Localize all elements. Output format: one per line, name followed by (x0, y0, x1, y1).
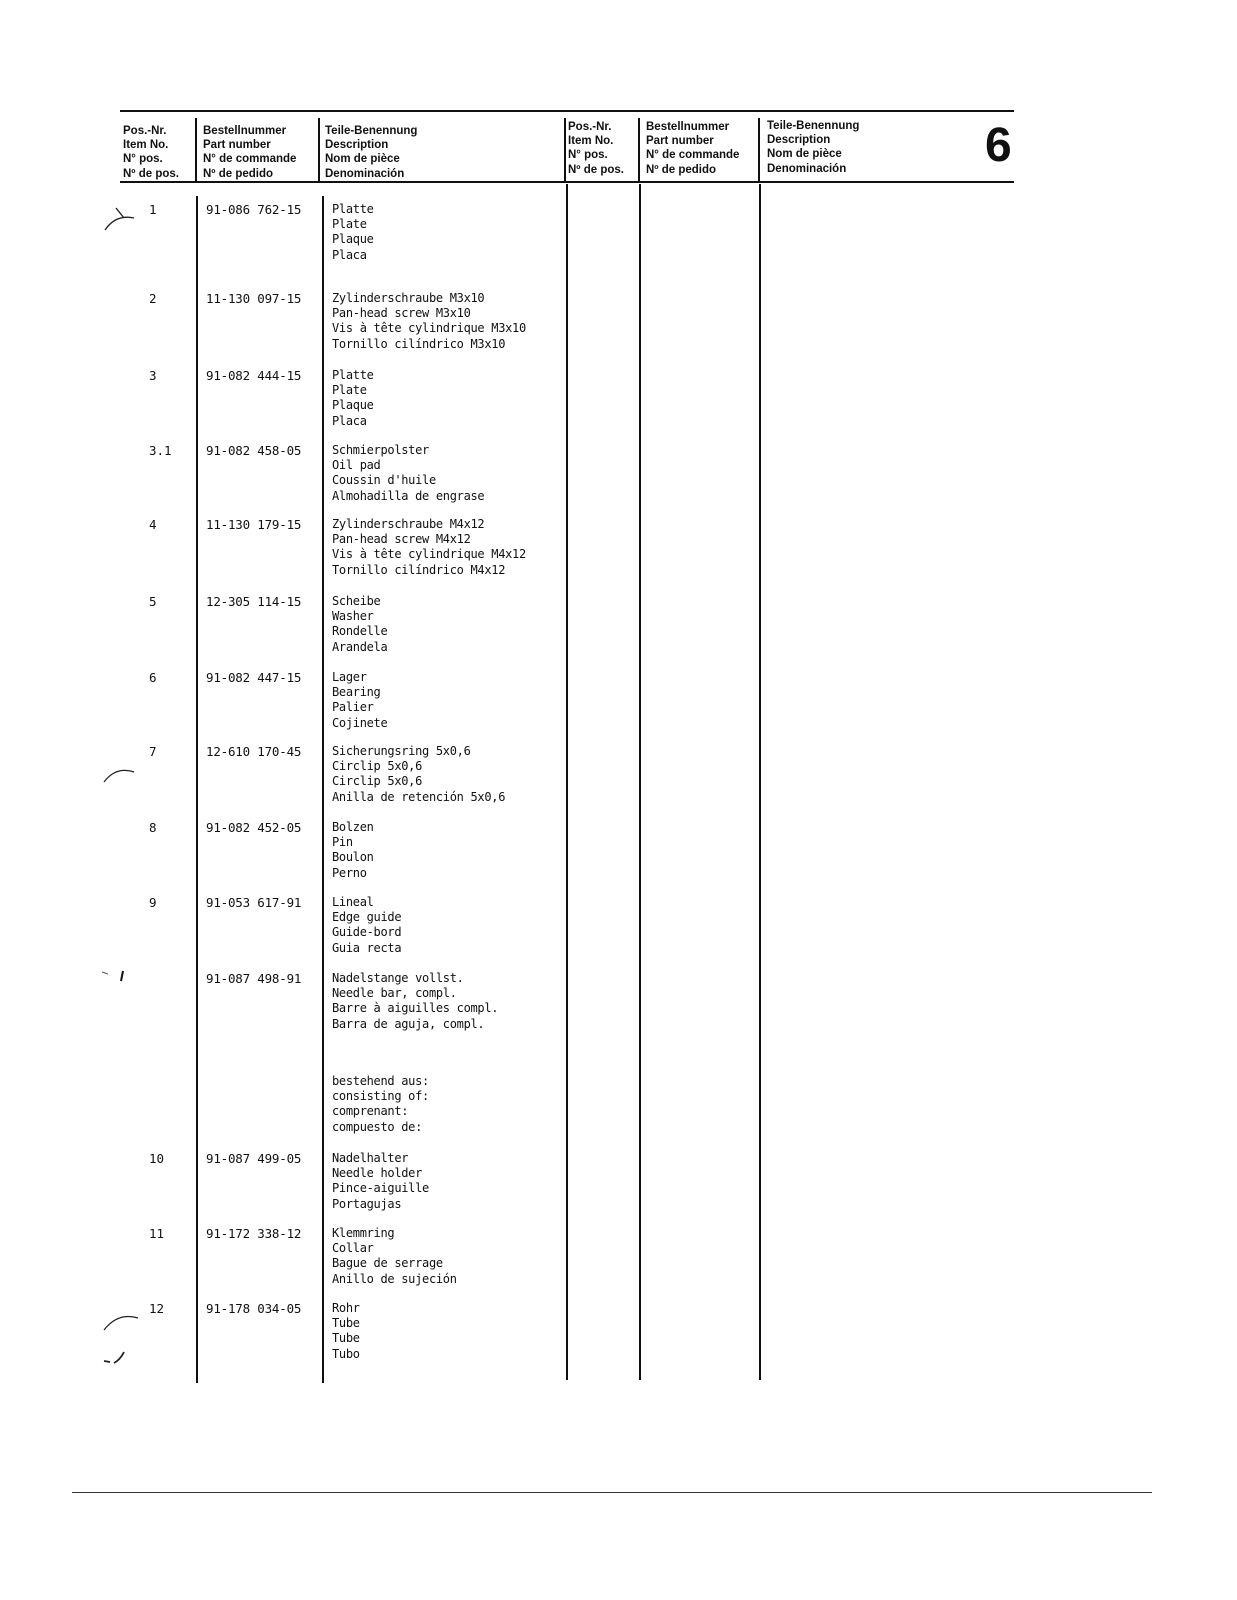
part-number: 12-610 170-45 (206, 744, 302, 759)
part-number: 12-305 114-15 (206, 594, 302, 609)
column-divider-pos (195, 118, 197, 182)
header-part-number: Bestellnummer Part number N° de commande Nº de pedido (203, 125, 297, 180)
part-description: Bolzen Pin Boulon Perno (332, 820, 374, 880)
part-number: 91-178 034-05 (206, 1301, 302, 1316)
pos-number: 3 (149, 368, 157, 383)
part-number: 91-082 458-05 (206, 443, 302, 458)
part-description: Nadelstange vollst. Needle bar, compl. Barre à aiguilles compl. Barra de aguja, compl. (332, 971, 499, 1031)
pos-number: 4 (149, 517, 157, 532)
part-description: Platte Plate Plaque Placa (332, 202, 374, 262)
column-divider-part-body (322, 196, 324, 1383)
page-number: 6 (985, 119, 1012, 172)
pen-mark-slash (100, 1346, 134, 1368)
part-description: Rohr Tube Tube Tubo (332, 1301, 360, 1361)
part-description: Zylinderschraube M3x10 Pan-head screw M3x10 Vis à tête cylindrique M3x10 Tornillo cilíndrico M3x10 (332, 291, 526, 351)
pos-number: 8 (149, 820, 157, 835)
header-pos: Pos.-Nr. Item No. N° pos. Nº de pos. (123, 125, 179, 180)
pen-mark-arc (100, 760, 140, 790)
part-number: 91-082 452-05 (206, 820, 302, 835)
part-number: 11-130 097-15 (206, 291, 302, 306)
part-number: 91-086 762-15 (206, 202, 302, 217)
pos-number: 9 (149, 895, 157, 910)
pos-number: 1 (149, 202, 157, 217)
pos-number: 7 (149, 744, 157, 759)
part-description: Nadelhalter Needle holder Pince-aiguille Portagujas (332, 1151, 429, 1211)
part-number: 91-087 498-91 (206, 971, 302, 986)
column-divider-pos2-body (639, 184, 641, 1380)
pos-number: 10 (149, 1151, 165, 1166)
top-rule (120, 110, 1014, 112)
pen-mark-tick (98, 966, 132, 986)
part-description: Platte Plate Plaque Placa (332, 368, 374, 428)
column-divider-part (318, 118, 320, 182)
pos-number: 11 (149, 1226, 165, 1241)
column-divider-part2 (758, 118, 760, 182)
part-number: 91-082 444-15 (206, 368, 302, 383)
part-description: Zylinderschraube M4x12 Pan-head screw M4x12 Vis à tête cylindrique M4x12 Tornillo cilíndrico M4x12 (332, 517, 526, 577)
pen-mark-arc (100, 1306, 144, 1336)
pen-mark-check (100, 200, 140, 236)
column-divider-part2-body (759, 184, 761, 1380)
column-divider-pos2 (638, 118, 640, 182)
pos-number: 2 (149, 291, 157, 306)
part-description: Lager Bearing Palier Cojinete (332, 670, 388, 730)
column-divider-desc-body (566, 184, 568, 1380)
pos-number: 5 (149, 594, 157, 609)
header-description: Teile-Benennung Description Nom de pièce Denominación (325, 125, 418, 180)
column-divider-pos-body (196, 196, 198, 1383)
part-description: Klemmring Collar Bague de serrage Anillo de sujeción (332, 1226, 457, 1286)
column-divider-desc (564, 118, 566, 182)
part-number: 91-172 338-12 (206, 1226, 302, 1241)
part-number: 11-130 179-15 (206, 517, 302, 532)
part-number: 91-087 499-05 (206, 1151, 302, 1166)
pos-number: 6 (149, 670, 157, 685)
part-description: Schmierpolster Oil pad Coussin d'huile Almohadilla de engrase (332, 443, 485, 503)
header-part-number-2: Bestellnummer Part number N° de commande Nº de pedido (646, 121, 740, 176)
pos-number: 12 (149, 1301, 165, 1316)
part-description: Lineal Edge guide Guide-bord Guia recta (332, 895, 402, 955)
part-description: Scheibe Washer Rondelle Arandela (332, 594, 388, 654)
part-number: 91-082 447-15 (206, 670, 302, 685)
pos-number: 3.1 (149, 443, 172, 458)
part-number: 91-053 617-91 (206, 895, 302, 910)
part-description: Sicherungsring 5x0,6 Circlip 5x0,6 Circlip 5x0,6 Anilla de retención 5x0,6 (332, 744, 506, 804)
page-bottom-rule (72, 1492, 1152, 1493)
header-pos-2: Pos.-Nr. Item No. N° pos. Nº de pos. (568, 121, 624, 176)
header-bottom-rule (120, 181, 1014, 183)
header-description-2: Teile-Benennung Description Nom de pièce Denominación (767, 120, 860, 175)
part-description: bestehend aus: consisting of: comprenant: compuesto de: (332, 1074, 429, 1134)
